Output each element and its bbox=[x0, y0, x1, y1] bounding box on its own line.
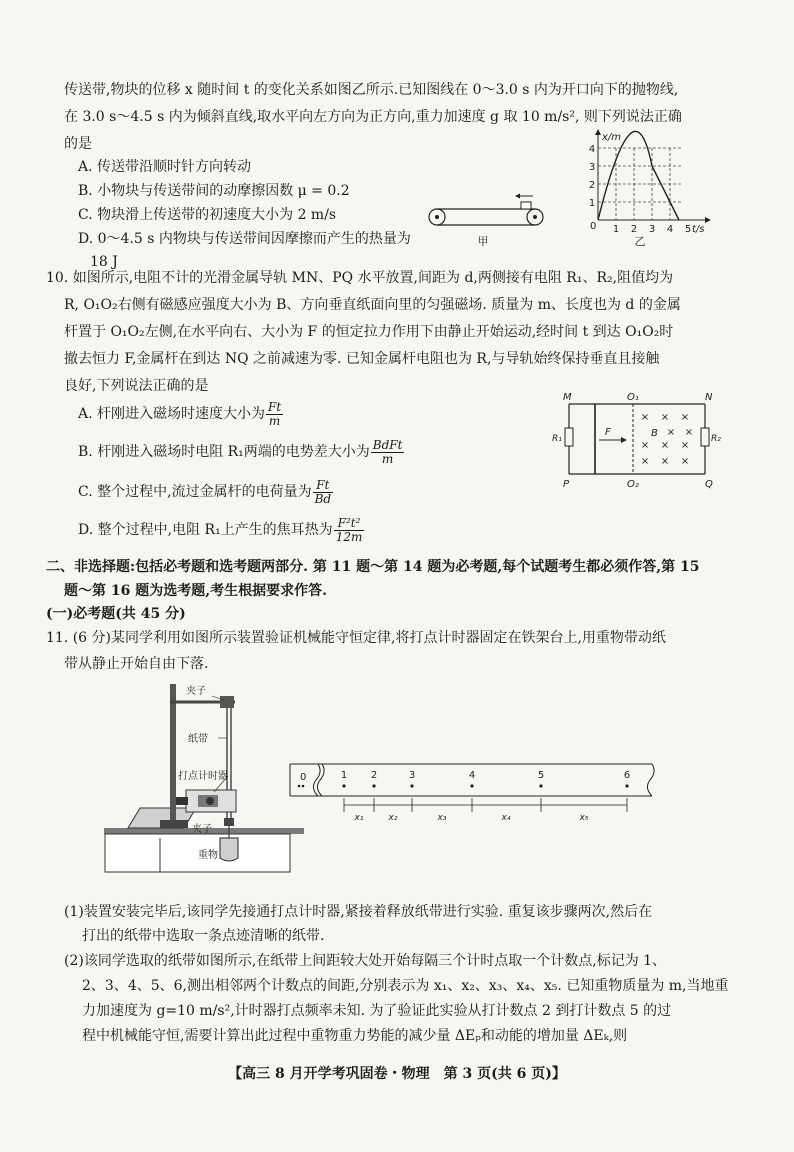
q9-option-d-cont: 18 J bbox=[90, 254, 118, 270]
fig-yi-label: 乙 bbox=[634, 235, 646, 248]
section-2-subheading: (一)必考题(共 45 分) bbox=[46, 606, 186, 622]
section-2-line-2: 题～第 16 题为选考题,考生根据要求作答. bbox=[64, 583, 327, 599]
q10-option-b: B. 杆刚进入磁场时电阻 R₁两端的电势差大小为 $\frac{\text{BdFt}}{m}$ bbox=[78, 437, 403, 466]
fig-label-o2: O₂ bbox=[627, 479, 639, 490]
label-clip-bottom: 夹子 bbox=[192, 824, 212, 835]
q11-part-2-line-1: (2)该同学选取的纸带如图所示,在纸带上间距较大处开始每隔三个计时点取一个计数点,标记为 1、 bbox=[64, 953, 667, 969]
graph-xlabel: t/s bbox=[692, 224, 705, 235]
field-mark: × bbox=[640, 440, 650, 451]
tape-gap-label: x₅ bbox=[579, 813, 589, 823]
section-2-line-1: 二、非选择题:包括必考题和选考题两部分. 第 11 题～第 14 题为必考题,每个试题考生都必须作答,第 15 bbox=[46, 559, 700, 575]
fig-label-r2: R₂ bbox=[711, 434, 721, 444]
field-mark: × bbox=[680, 412, 690, 423]
q11-part-1-line-1: (1)装置安装完毕后,该同学先接通打点计时器,紧接着释放纸带进行实验. 重复该步骤两次,然后在 bbox=[64, 904, 653, 920]
q11-part-2-line-4: 程中机械能守恒,需要计算出此过程中重物重力势能的减少量 ΔEₚ和动能的增加量 ΔEₖ,则 bbox=[82, 1028, 628, 1044]
fig-label-b: B bbox=[651, 428, 658, 439]
q9-option-d: D. 0～4.5 s 内物块与传送带间因摩擦而产生的热量为 bbox=[78, 231, 411, 247]
q9-option-c: C. 物块滑上传送带的初速度大小为 2 m/s bbox=[78, 207, 337, 223]
fig-label-f: F bbox=[605, 427, 611, 438]
fig-label-r1: R₁ bbox=[552, 434, 562, 444]
graph-xtick: 3 bbox=[648, 224, 656, 235]
graph-ytick: 1 bbox=[588, 198, 596, 209]
q9-line-2: 在 3.0 s～4.5 s 内为倾斜直线,取水平向左方向为正方向,重力加速度 g 取 10 m/s², 则下列说法正确 bbox=[64, 109, 682, 125]
page-footer: 【高三 8 月开学考巩固卷・物理 第 3 页(共 6 页)】 bbox=[228, 1066, 566, 1082]
tape-point-label: 4 bbox=[468, 770, 476, 781]
graph-ylabel: x/m bbox=[602, 132, 622, 143]
graph-ytick: 3 bbox=[588, 162, 596, 173]
tape-point-label: 1 bbox=[340, 770, 348, 781]
graph-origin: 0 bbox=[590, 221, 597, 232]
q10-line-2: R, O₁O₂右侧有磁感应强度大小为 B、方向垂直纸面向里的匀强磁场. 质量为 m、长度也为 d 的金属 bbox=[64, 297, 681, 313]
graph-ytick: 2 bbox=[588, 180, 596, 191]
field-mark: × bbox=[666, 427, 676, 438]
q10-option-d: D. 整个过程中,电阻 R₁上产生的焦耳热为 $\frac{\text{F²t²}}{12m}$ bbox=[78, 515, 363, 544]
field-mark: × bbox=[660, 440, 670, 451]
q10-option-a: A. 杆刚进入磁场时速度大小为 $\frac{Ft}{m}$ bbox=[78, 399, 282, 428]
q11-line-2: 带从静止开始自由下落. bbox=[64, 656, 209, 672]
fig-label-m: M bbox=[563, 392, 572, 403]
label-weight: 重物 bbox=[198, 850, 218, 861]
tape-zero-label: 0 bbox=[300, 772, 307, 783]
fig-jia-label: 甲 bbox=[477, 235, 489, 248]
paper-tape-figure bbox=[282, 760, 662, 826]
q11-part-1-line-2: 打出的纸带中选取一条点迹清晰的纸带. bbox=[82, 928, 325, 944]
tape-gap-label: x₂ bbox=[388, 813, 398, 823]
label-clip-top: 夹子 bbox=[186, 686, 206, 697]
q10-line-1: 10. 如图所示,电阻不计的光滑金属导轨 MN、PQ 水平放置,间距为 d,两侧接有电阻 R₁、R₂,阻值均为 bbox=[46, 270, 674, 286]
q11-line-1: 11. (6 分)某同学利用如图所示装置验证机械能守恒定律,将打点计时器固定在铁架台上,用重物带动纸 bbox=[46, 630, 666, 646]
q10-line-4: 撤去恒力 F,金属杆在到达 NQ 之前减速为零. 已知金属杆电阻也为 R,与导轨始终保持垂直且接触 bbox=[64, 351, 660, 367]
graph-ytick: 4 bbox=[588, 144, 596, 155]
tape-point-label: 5 bbox=[537, 770, 545, 781]
graph-xtick: 1 bbox=[612, 224, 620, 235]
q10-line-3: 杆置于 O₁O₂左侧,在水平向右、大小为 F 的恒定拉力作用下由静止开始运动,经时间 t 到达 O₁O₂时 bbox=[64, 324, 674, 340]
q9-line-1: 传送带,物块的位移 x 随时间 t 的变化关系如图乙所示.已知图线在 0～3.0 s 内为开口向下的抛物线, bbox=[64, 82, 679, 98]
field-mark: × bbox=[680, 440, 690, 451]
apparatus-figure bbox=[100, 678, 305, 878]
graph-xtick: 2 bbox=[630, 224, 638, 235]
label-tape: 纸带 bbox=[188, 734, 208, 745]
fig-label-o1: O₁ bbox=[627, 392, 639, 403]
fig-label-q: Q bbox=[705, 479, 713, 490]
label-timer: 打点计时器 bbox=[178, 771, 228, 782]
conveyor-belt-figure bbox=[425, 190, 555, 250]
q9-option-b: B. 小物块与传送带间的动摩擦因数 μ = 0.2 bbox=[78, 183, 350, 199]
field-mark: × bbox=[684, 427, 694, 438]
q11-part-2-line-2: 2、3、4、5、6,测出相邻两个计数点的间距,分别表示为 x₁、x₂、x₃、x₄、x₅. 已知重物质量为 m,当地重 bbox=[82, 978, 729, 994]
q10-option-c: C. 整个过程中,流过金属杆的电荷量为 $\frac{Ft}{Bd}$ bbox=[78, 477, 332, 506]
tape-gap-label: x₁ bbox=[354, 813, 364, 823]
field-mark: × bbox=[680, 456, 690, 467]
q9-line-3: 的是 bbox=[64, 136, 92, 152]
field-mark: × bbox=[660, 456, 670, 467]
q10-line-5: 良好,下列说法正确的是 bbox=[64, 378, 209, 394]
rail-circuit-figure bbox=[552, 390, 721, 492]
field-mark: × bbox=[660, 412, 670, 423]
tape-point-label: 3 bbox=[408, 770, 416, 781]
tape-gap-label: x₄ bbox=[501, 813, 511, 823]
fig-label-p: P bbox=[563, 479, 570, 490]
tape-point-label: 2 bbox=[370, 770, 378, 781]
tape-point-label: 6 bbox=[623, 770, 631, 781]
tape-gap-label: x₃ bbox=[437, 813, 447, 823]
graph-xtick: 5 bbox=[684, 224, 692, 235]
q9-option-a: A. 传送带沿顺时针方向转动 bbox=[78, 159, 252, 175]
xt-graph-figure bbox=[580, 128, 715, 248]
q11-part-2-line-3: 力加速度为 g=10 m/s²,计时器打点频率未知. 为了验证此实验从打计数点 2 到打计数点 5 的过 bbox=[82, 1003, 672, 1019]
graph-xtick: 4 bbox=[666, 224, 674, 235]
field-mark: × bbox=[640, 412, 650, 423]
fig-label-n: N bbox=[705, 392, 713, 403]
field-mark: × bbox=[640, 456, 650, 467]
